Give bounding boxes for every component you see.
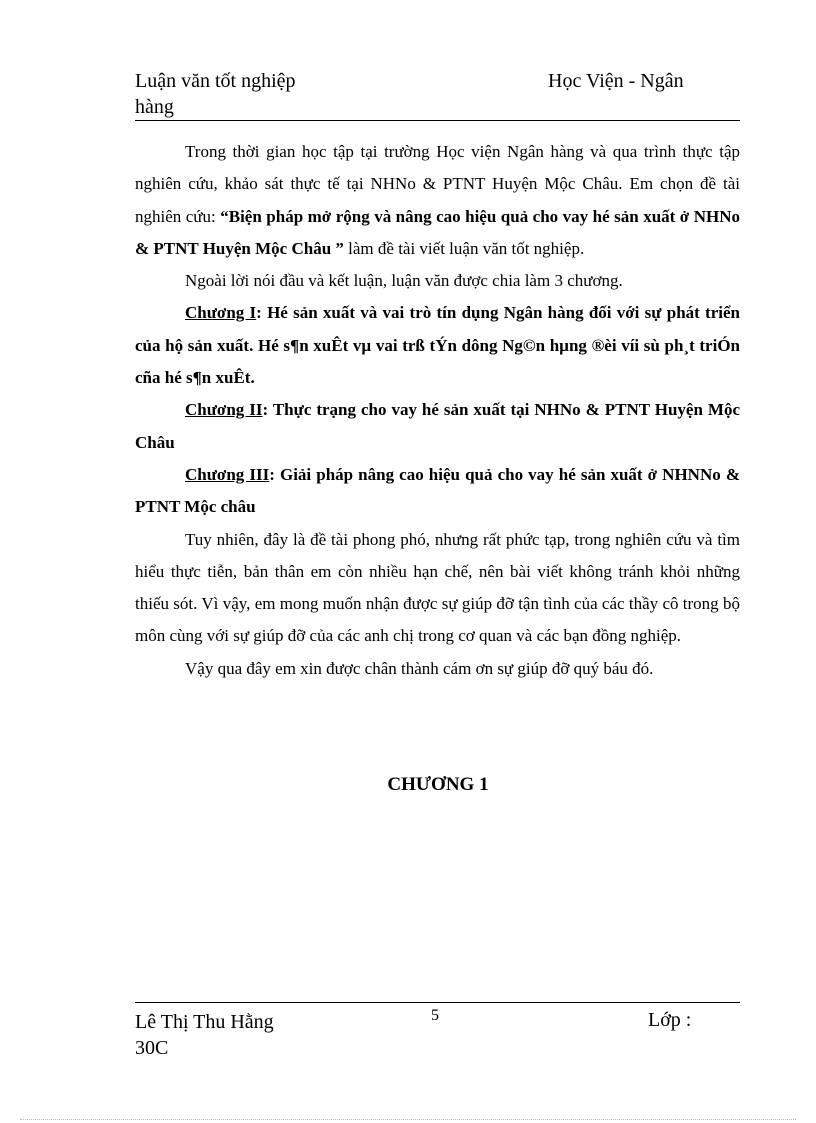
author-name: Lê Thị Thu Hằng 30C (135, 1011, 274, 1059)
chapter-2-text: : Thực trạng cho vay hé sản xuất tại NHNo & PTNT Huyện Mộc Châu (135, 400, 740, 452)
intro-start: Trong thời gian học tập tại trường Học viện Ngân hàng và qua trình thực tập nghiên cứu, khảo sát thực tế tại NHNo & PTNT Huyện Mộc Châu. Em chọn đề tài nghiên cứu: (135, 142, 740, 226)
chapter-heading: CHƯƠNG 1 (387, 774, 489, 795)
page-bottom-divider (20, 1119, 796, 1120)
body-text (135, 136, 740, 685)
page-number: 5 (431, 1007, 439, 1024)
chapter-3-summary (135, 459, 740, 524)
chapter-1-text: : Hé sản xuất và vai trò tín dụng Ngân hàng đối với sự phát triển của hộ sản xuất. Hé s¶n xuÊt vµ vai trß tÝn dông Ng©n hµng ®èi víi sù ph¸t triÓn cña hé s¶n xuÊt. (135, 303, 740, 388)
chapter-1-summary (135, 297, 740, 394)
header-left: Luận văn tốt nghiệp hàng (135, 70, 296, 118)
page-header (135, 68, 740, 121)
chapter-3-label: Chương III (185, 464, 270, 484)
intro-end: làm đề tài viết luận văn tốt nghiệp. (343, 238, 585, 258)
page-footer (135, 1002, 740, 1059)
structure-paragraph: Ngoài lời nói đầu và kết luận, luận văn được chia làm 3 chương. (185, 271, 623, 291)
chapter-1-label: Chương I (185, 303, 257, 323)
thanks-paragraph: Vậy qua đây em xin được chân thành cám ơn sự giúp đỡ quý báu đó. (185, 658, 654, 678)
thesis-title: “Biện pháp mở rộng và nâng cao hiệu quả cho vay hé sản xuất ở NHNo & PTNT Huyện Mộc Châu ” (135, 206, 740, 258)
chapter-3-text: : Giải pháp nâng cao hiệu quả cho vay hé sản xuất ở NHNNo & PTNT Mộc châu (135, 464, 740, 517)
limitation-paragraph: Tuy nhiên, đây là đề tài phong phó, nhưng rất phức tạp, trong nghiên cứu và tìm hiểu thực tiễn, bản thân em còn nhiều hạn chế, nên bài viết không tránh khỏi những thiếu sót. Vì vậy, em mong muốn nhận được sự giúp đỡ tận tình của các thầy cô trong bộ môn cùng với sự giúp đỡ của các anh chị trong cơ quan và các bạn đồng nghiệp. (135, 529, 740, 646)
intro-paragraph (135, 136, 740, 265)
chapter-2-label: Chương II (185, 400, 263, 420)
header-right: Học Viện - Ngân (548, 70, 684, 92)
class-label: Lớp : (648, 1009, 692, 1031)
chapter-2-summary (135, 394, 740, 459)
